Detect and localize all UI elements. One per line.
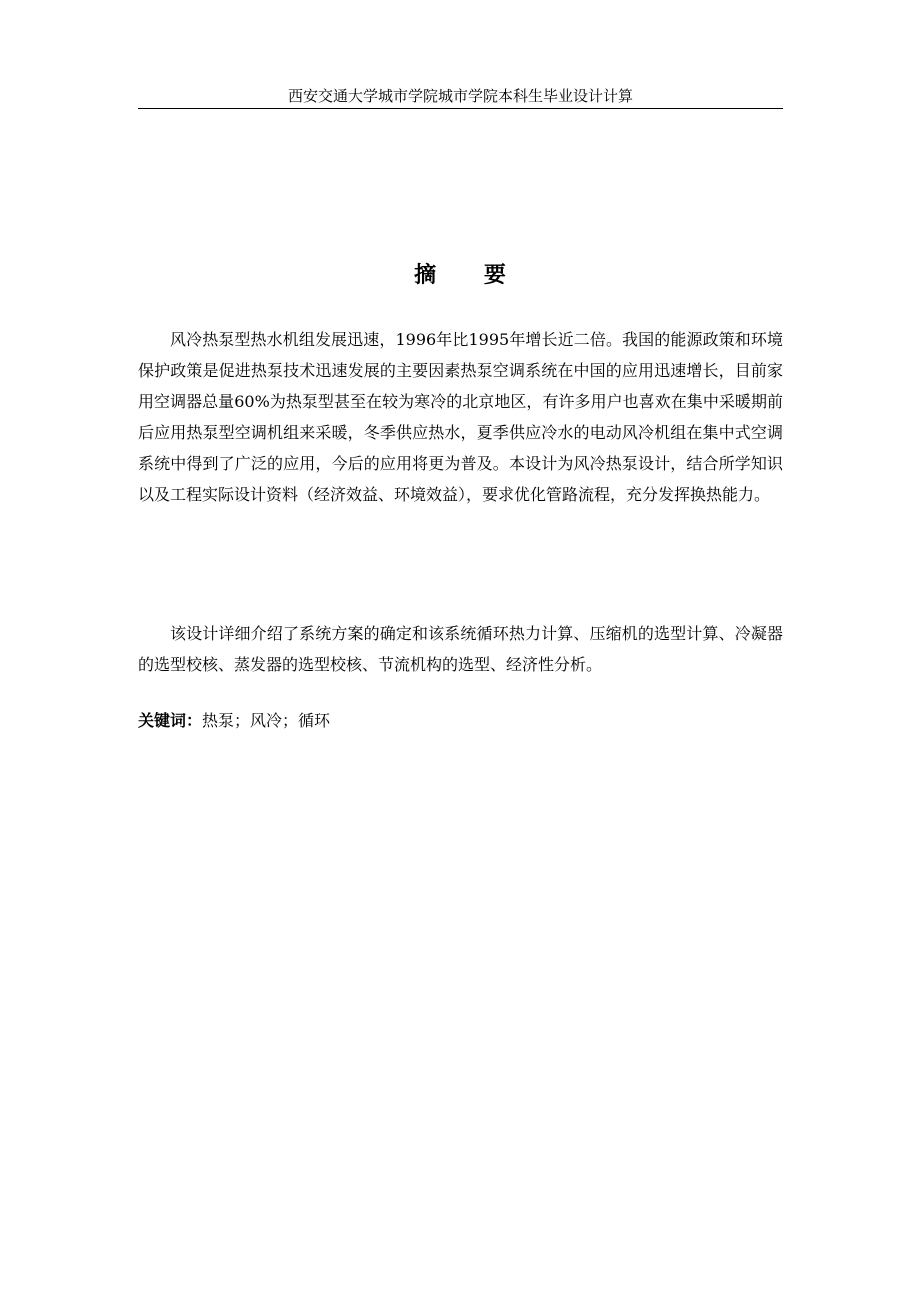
keywords-line — [138, 705, 330, 736]
keywords-value: 热泵；风冷；循环 — [202, 711, 331, 730]
abstract-paragraph-1: 风冷热泵型热水机组发展迅速，1996年比1995年增长近二倍。我国的能源政策和环境保护政策是促进热泵技术迅速发展的主要因素热泵空调系统在中国的应用迅速增长，目前家用空调器总量60%为热泵型甚至在较为寒冷的北京地区，有许多用户也喜欢在集中采暖期前后应用热泵型空调机组来采暖，冬季供应热水，夏季供应冷水的电动风冷机组在集中式空调系统中得到了广泛的应用，今后的应用将更为普及。本设计为风冷热泵设计，结合所学知识以及工程实际设计资料（经济效益、环境效益），要求优化管路流程，充分发挥换热能力。 — [138, 330, 783, 504]
running-header: 西安交通大学城市学院城市学院本科生毕业设计计算 — [287, 87, 633, 105]
abstract-paragraph-2: 该设计详细介绍了系统方案的确定和该系统循环热力计算、压缩机的选型计算、冷凝器的选型校核、蒸发器的选型校核、节流机构的选型、经济性分析。 — [138, 624, 783, 674]
keywords-label: 关键词： — [138, 711, 203, 730]
abstract-title: 摘 要 — [414, 263, 526, 288]
header-rule — [138, 108, 783, 109]
